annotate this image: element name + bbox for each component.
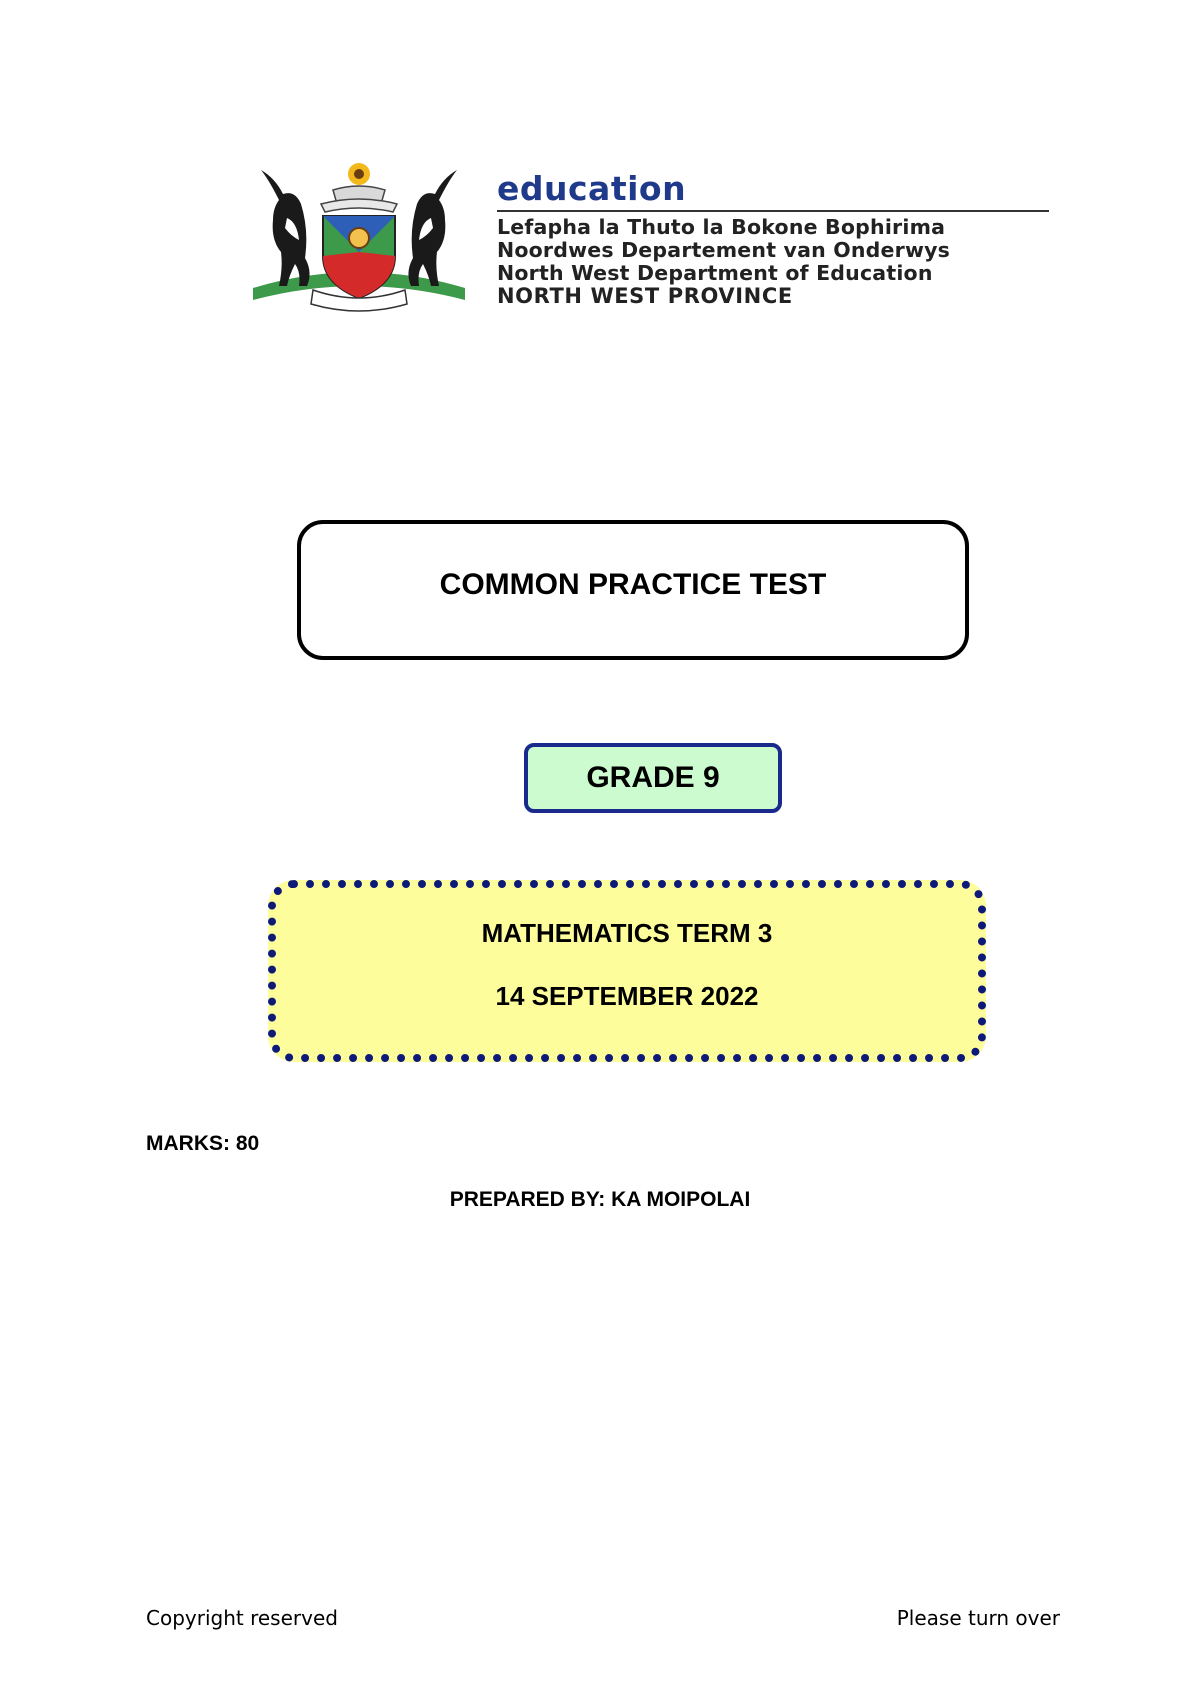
test-date: 14 SEPTEMBER 2022: [495, 981, 759, 1011]
footer-turn-over: Please turn over: [896, 1606, 1060, 1630]
department-name-setswana: Lefapha la Thuto la Bokone Bophirima: [497, 215, 946, 239]
marks-total: MARKS: 80: [146, 1132, 260, 1155]
footer-copyright: Copyright reserved: [146, 1606, 338, 1630]
coat-of-arms-logo: [243, 160, 475, 312]
province-name: NORTH WEST PROVINCE: [497, 284, 793, 308]
department-name-afrikaans: Noordwes Departement van Onderwys: [497, 238, 951, 262]
org-wordmark: education: [497, 169, 687, 208]
department-header: [497, 169, 1049, 308]
prepared-by: PREPARED BY: KA MOIPOLAI: [449, 1188, 751, 1211]
header-divider: [497, 210, 1049, 212]
test-title-box: [297, 520, 969, 660]
grade-label: GRADE 9: [586, 761, 720, 794]
department-name-english: North West Department of Education: [497, 261, 933, 285]
grade-box: [524, 743, 782, 813]
coat-of-arms-graphic: [243, 160, 475, 312]
test-title: COMMON PRACTICE TEST: [439, 568, 827, 601]
subject-box: [268, 880, 986, 1062]
subject-label: MATHEMATICS TERM 3: [481, 918, 773, 948]
